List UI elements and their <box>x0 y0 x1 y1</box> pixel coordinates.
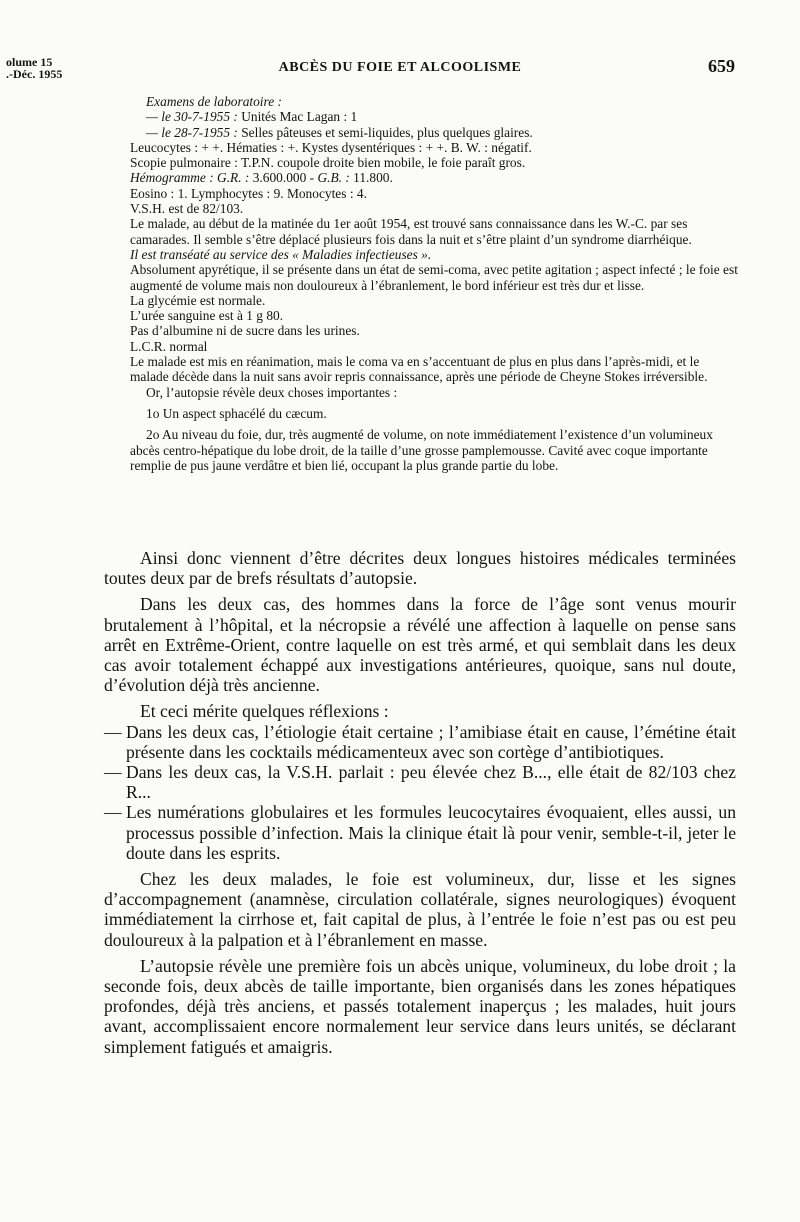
case-uree: L’urée sanguine est à 1 g 80. <box>130 308 284 324</box>
hemo-gb: 11.800. <box>349 170 393 186</box>
case-paragraph: Le malade, au début de la matinée du 1er août 1954, est trouvé sans connaissance dans les W.-C. par ses camarades. Il semble s’être déplacé plusieurs fois dans la nuit et s’être plaint d’un syndrome diarrhéique. <box>130 216 692 247</box>
dash-text: Dans les deux cas, l’étiologie était certaine ; l’amibiase était en cause, l’émétine était présente dans les cocktails médicamenteux avec son cortège d’antibiotiques. <box>126 721 736 762</box>
lab-heading: Examens de laboratoire : <box>146 94 282 109</box>
volume-line-2: .-Déc. 1955 <box>6 67 63 81</box>
lab-line <box>130 109 738 124</box>
volume-line-1: olume 15 <box>6 55 53 69</box>
hemo-label: Hémogramme : G.R. : <box>130 170 250 186</box>
page-number: 659 <box>708 56 735 76</box>
discussion-paragraph: L’autopsie révèle une première fois un abcès unique, volumineux, du lobe droit ; la seconde fois, deux abcès de taille importante, bien organisés dans les zones hépatiques profondes, déjà très anciens, et passés totalement inaperçus ; les malades, huit jours avant, accomplissaient encore normalement leur service dans leurs unités, se déclarant simplement fatigués et amaigris. <box>104 955 736 1057</box>
lab-vsh: V.S.H. est de 82/103. <box>130 201 244 217</box>
discussion-paragraph: Ainsi donc viennent d’être décrites deux longues histoires médicales terminées toutes deux par de brefs résultats d’autopsie. <box>104 548 736 589</box>
case-paragraph: Le malade est mis en réanimation, mais le coma va en s’accentuant de plus en plus dans l’après-midi, et le malade décède dans la nuit sans avoir repris connaissance, après une période de Cheyne Stokes irréversible. <box>130 354 708 385</box>
dash-marker: — <box>104 802 122 823</box>
discussion-paragraph: Chez les deux malades, le foie est volumineux, dur, lisse et les signes d’accompagnement (anamnèse, circulation collatérale, signes neurologiques) évoquent immédiatement la cirrhose et, fait capital de plus, à l’entrée le foie n’est pas ou est peu douloureux à la palpation et à l’ébranlement en masse. <box>104 869 736 950</box>
hemo-gr: 3.600.000 - <box>249 170 318 186</box>
case-report-section <box>130 94 738 473</box>
lab-scopie: Scopie pulmonaire : T.P.N. coupole droite bien mobile, le foie paraît gros. <box>130 155 526 171</box>
dash-item <box>104 722 736 762</box>
lab-leucocytes: Leucocytes : + +. Hématies : +. Kystes dysentériques : + +. B. W. : négatif. <box>130 139 532 155</box>
case-albumine: Pas d’albumine ni de sucre dans les urines. <box>130 323 360 339</box>
lab-hemogramme <box>130 170 738 185</box>
case-paragraph: Absolument apyrétique, il se présente dans un état de semi-coma, avec petite agitation ; aspect infecté ; le foie est augmenté de volume mais non douloureux à l’ébranlement, le bord inférieur est très dur et lisse. <box>130 262 738 293</box>
case-transfer: Il est transéaté au service des « Maladies infectieuses ». <box>130 246 432 262</box>
lab-result: Selles pâteuses et semi-liquides, plus quelques glaires. <box>237 124 533 140</box>
dash-item <box>104 802 736 863</box>
dash-item <box>104 762 736 802</box>
lab-eosino: Eosino : 1. Lymphocytes : 9. Monocytes : 4. <box>130 185 367 201</box>
discussion-paragraph: Et ceci mérite quelques réflexions : <box>140 701 389 722</box>
dash-marker: — <box>104 721 122 742</box>
hemo-gb-label: G.B. : <box>317 170 350 186</box>
autopsy-item: 1o Un aspect sphacélé du cæcum. <box>146 405 327 421</box>
discussion-paragraph: Dans les deux cas, des hommes dans la force de l’âge sont venus mourir brutalement à l’hôpital, et la nécropsie a révélé une affection à laquelle on pense sans arrêt en Extrême-Orient, contre laquelle on est très armé, et qui semblait dans les deux cas avoir totalement échappé aux investigations antérieures, quoique, sans nul doute, d’évolution déjà très ancienne. <box>104 594 736 696</box>
lab-date: — le 30-7-1955 : <box>146 109 238 125</box>
lab-result: Unités Mac Lagan : 1 <box>237 109 358 125</box>
case-autopsie: Or, l’autopsie révèle deux choses importantes : <box>146 384 398 400</box>
autopsy-item: 2o Au niveau du foie, dur, très augmenté de volume, on note immédiatement l’existence d’un volumineux abcès centro-hépatique du lobe droit, de la taille d’une grosse pamplemousse. Cavité avec coque importante remplie de pus jaune verdâtre et bien lié, occupant la plus grande partie du lobe. <box>130 427 713 473</box>
case-lcr: L.C.R. normal <box>130 338 208 354</box>
lab-date: — le 28-7-1955 : <box>146 124 238 140</box>
case-glycemie: La glycémie est normale. <box>130 292 266 308</box>
lab-line <box>130 125 738 140</box>
running-title: ABCÈS DU FOIE ET ALCOOLISME <box>278 60 522 75</box>
dash-marker: — <box>104 762 122 783</box>
dash-text: Dans les deux cas, la V.S.H. parlait : peu élevée chez B..., elle était de 82/103 chez R... <box>126 762 736 803</box>
page-header <box>0 56 800 86</box>
discussion-section <box>104 548 736 1057</box>
dash-text: Les numérations globulaires et les formules leucocytaires évoquaient, elles aussi, un processus possible d’infection. Mais la clinique était là pour venir, semble-t-il, jeter le doute dans les esprits. <box>126 802 736 863</box>
